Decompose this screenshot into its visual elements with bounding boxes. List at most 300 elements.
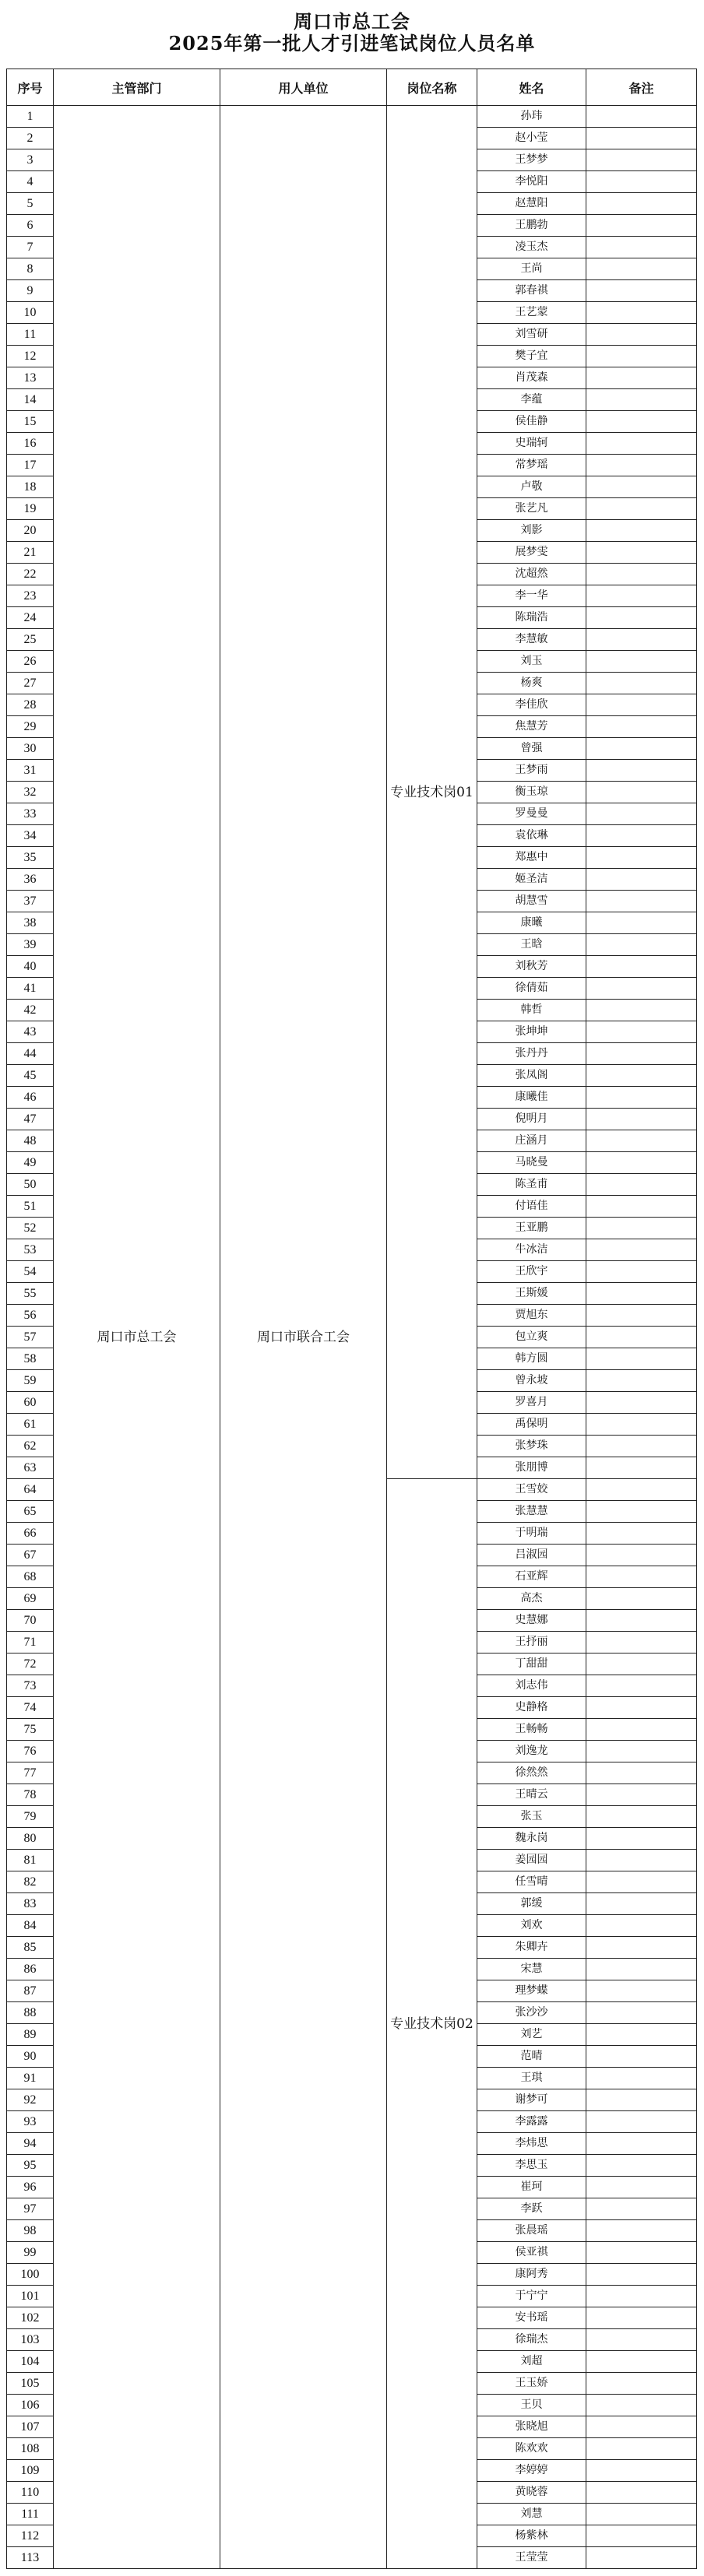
- row-seq: 55: [7, 1283, 54, 1305]
- name-cell: 侯亚祺: [477, 2242, 586, 2264]
- name-cell: 罗曼曼: [477, 803, 586, 825]
- row-seq: 107: [7, 2416, 54, 2438]
- name-cell: 康曦: [477, 912, 586, 934]
- row-seq: 50: [7, 1174, 54, 1196]
- row-seq: 22: [7, 564, 54, 585]
- remark-cell: [586, 498, 697, 520]
- remark-cell: [586, 673, 697, 694]
- name-cell: 李佳欣: [477, 694, 586, 716]
- remark-cell: [586, 106, 697, 128]
- row-seq: 78: [7, 1784, 54, 1806]
- name-cell: 王贝: [477, 2395, 586, 2416]
- name-cell: 朱卿卉: [477, 1937, 586, 1959]
- remark-cell: [586, 542, 697, 564]
- remark-cell: [586, 302, 697, 324]
- header-seq: 序号: [7, 69, 54, 106]
- remark-cell: [586, 825, 697, 847]
- name-cell: 陈欢欢: [477, 2438, 586, 2460]
- name-cell: 张晓旭: [477, 2416, 586, 2438]
- name-cell: 张丹丹: [477, 1043, 586, 1065]
- name-cell: 李露露: [477, 2111, 586, 2133]
- remark-cell: [586, 476, 697, 498]
- row-seq: 67: [7, 1545, 54, 1566]
- remark-cell: [586, 1218, 697, 1239]
- name-cell: 谢梦可: [477, 2089, 586, 2111]
- row-seq: 2: [7, 128, 54, 149]
- row-seq: 20: [7, 520, 54, 542]
- row-seq: 71: [7, 1632, 54, 1653]
- name-cell: 王玉娇: [477, 2373, 586, 2395]
- name-cell: 陈圣甫: [477, 1174, 586, 1196]
- employer-cell: 周口市联合工会: [220, 106, 387, 2569]
- remark-cell: [586, 956, 697, 978]
- name-cell: 李蕴: [477, 389, 586, 411]
- remark-cell: [586, 411, 697, 433]
- row-seq: 104: [7, 2351, 54, 2373]
- name-cell: 王雪姣: [477, 1479, 586, 1501]
- name-cell: 衡玉琼: [477, 782, 586, 803]
- remark-cell: [586, 2002, 697, 2024]
- row-seq: 49: [7, 1152, 54, 1174]
- remark-cell: [586, 1675, 697, 1697]
- row-seq: 44: [7, 1043, 54, 1065]
- remark-cell: [586, 1741, 697, 1762]
- remark-cell: [586, 258, 697, 280]
- name-cell: 李跃: [477, 2198, 586, 2220]
- header-remark: 备注: [586, 69, 697, 106]
- row-seq: 35: [7, 847, 54, 869]
- name-cell: 任雪晴: [477, 1871, 586, 1893]
- row-seq: 58: [7, 1348, 54, 1370]
- row-seq: 56: [7, 1305, 54, 1327]
- name-cell: 李婷婷: [477, 2460, 586, 2482]
- remark-cell: [586, 2504, 697, 2525]
- name-cell: 袁依琳: [477, 825, 586, 847]
- remark-cell: [586, 2264, 697, 2286]
- row-seq: 6: [7, 215, 54, 237]
- name-cell: 牛冰洁: [477, 1239, 586, 1261]
- remark-cell: [586, 128, 697, 149]
- name-cell: 李慧敏: [477, 629, 586, 651]
- remark-cell: [586, 1021, 697, 1043]
- row-seq: 43: [7, 1021, 54, 1043]
- row-seq: 61: [7, 1414, 54, 1436]
- row-seq: 21: [7, 542, 54, 564]
- name-cell: 庄涵月: [477, 1130, 586, 1152]
- name-cell: 李悦阳: [477, 171, 586, 193]
- remark-cell: [586, 2547, 697, 2569]
- name-cell: 魏永岗: [477, 1828, 586, 1850]
- row-seq: 80: [7, 1828, 54, 1850]
- name-cell: 刘欢: [477, 1915, 586, 1937]
- remark-cell: [586, 1653, 697, 1675]
- row-seq: 83: [7, 1893, 54, 1915]
- name-cell: 宋慧: [477, 1959, 586, 1980]
- remark-cell: [586, 1130, 697, 1152]
- remark-cell: [586, 912, 697, 934]
- row-seq: 38: [7, 912, 54, 934]
- name-cell: 崔珂: [477, 2177, 586, 2198]
- name-cell: 马晓曼: [477, 1152, 586, 1174]
- remark-cell: [586, 367, 697, 389]
- remark-cell: [586, 389, 697, 411]
- name-cell: 贾旭东: [477, 1305, 586, 1327]
- row-seq: 17: [7, 455, 54, 476]
- remark-cell: [586, 782, 697, 803]
- row-seq: 12: [7, 346, 54, 367]
- row-seq: 8: [7, 258, 54, 280]
- title-list-name: 2025年第一批人才引进笔试岗位人员名单: [168, 32, 536, 54]
- name-cell: 郭缓: [477, 1893, 586, 1915]
- remark-cell: [586, 2133, 697, 2155]
- name-cell: 樊子宜: [477, 346, 586, 367]
- remark-cell: [586, 1196, 697, 1218]
- name-cell: 王梦雨: [477, 760, 586, 782]
- row-seq: 69: [7, 1588, 54, 1610]
- row-seq: 41: [7, 978, 54, 1000]
- remark-cell: [586, 869, 697, 891]
- name-cell: 王畅畅: [477, 1719, 586, 1741]
- row-seq: 51: [7, 1196, 54, 1218]
- row-seq: 29: [7, 716, 54, 738]
- remark-cell: [586, 934, 697, 956]
- remark-cell: [586, 1850, 697, 1871]
- remark-cell: [586, 738, 697, 760]
- name-cell: 王鹏勃: [477, 215, 586, 237]
- name-cell: 杨爽: [477, 673, 586, 694]
- name-cell: 刘玉: [477, 651, 586, 673]
- remark-cell: [586, 1152, 697, 1174]
- remark-cell: [586, 1697, 697, 1719]
- row-seq: 24: [7, 607, 54, 629]
- row-seq: 105: [7, 2373, 54, 2395]
- remark-cell: [586, 2416, 697, 2438]
- name-cell: 吕淑园: [477, 1545, 586, 1566]
- name-cell: 张朋博: [477, 1457, 586, 1479]
- remark-cell: [586, 1283, 697, 1305]
- department-cell: 周口市总工会: [54, 106, 220, 2569]
- document-title: [0, 11, 704, 54]
- remark-cell: [586, 760, 697, 782]
- table-body: [7, 106, 697, 2569]
- row-seq: 14: [7, 389, 54, 411]
- row-seq: 28: [7, 694, 54, 716]
- name-cell: 刘雪研: [477, 324, 586, 346]
- name-cell: 倪明月: [477, 1109, 586, 1130]
- remark-cell: [586, 891, 697, 912]
- name-cell: 焦慧芳: [477, 716, 586, 738]
- row-seq: 68: [7, 1566, 54, 1588]
- remark-cell: [586, 1370, 697, 1392]
- row-seq: 102: [7, 2307, 54, 2329]
- row-seq: 79: [7, 1806, 54, 1828]
- row-seq: 106: [7, 2395, 54, 2416]
- remark-cell: [586, 1043, 697, 1065]
- remark-cell: [586, 1610, 697, 1632]
- name-cell: 李炜思: [477, 2133, 586, 2155]
- row-seq: 4: [7, 171, 54, 193]
- row-seq: 10: [7, 302, 54, 324]
- name-cell: 刘秋芳: [477, 956, 586, 978]
- row-seq: 89: [7, 2024, 54, 2046]
- remark-cell: [586, 2089, 697, 2111]
- remark-cell: [586, 1261, 697, 1283]
- name-cell: 王斯媛: [477, 1283, 586, 1305]
- row-seq: 5: [7, 193, 54, 215]
- remark-cell: [586, 149, 697, 171]
- name-cell: 高杰: [477, 1588, 586, 1610]
- remark-cell: [586, 1959, 697, 1980]
- row-seq: 16: [7, 433, 54, 455]
- post-cell: 专业技术岗01: [387, 106, 477, 1479]
- name-cell: 徐倩茹: [477, 978, 586, 1000]
- remark-cell: [586, 324, 697, 346]
- row-seq: 86: [7, 1959, 54, 1980]
- remark-cell: [586, 847, 697, 869]
- remark-cell: [586, 651, 697, 673]
- name-cell: 赵小莹: [477, 128, 586, 149]
- row-seq: 57: [7, 1327, 54, 1348]
- name-cell: 肖茂森: [477, 367, 586, 389]
- name-cell: 于明瑞: [477, 1523, 586, 1545]
- row-seq: 76: [7, 1741, 54, 1762]
- remark-cell: [586, 2155, 697, 2177]
- remark-cell: [586, 2460, 697, 2482]
- remark-cell: [586, 2068, 697, 2089]
- remark-cell: [586, 2438, 697, 2460]
- row-seq: 98: [7, 2220, 54, 2242]
- row-seq: 23: [7, 585, 54, 607]
- row-seq: 96: [7, 2177, 54, 2198]
- remark-cell: [586, 1065, 697, 1087]
- remark-cell: [586, 1479, 697, 1501]
- remark-cell: [586, 1828, 697, 1850]
- name-cell: 展梦雯: [477, 542, 586, 564]
- title-organization: 周口市总工会: [294, 10, 410, 33]
- remark-cell: [586, 2525, 697, 2547]
- row-seq: 70: [7, 1610, 54, 1632]
- row-seq: 45: [7, 1065, 54, 1087]
- remark-cell: [586, 1348, 697, 1370]
- row-seq: 112: [7, 2525, 54, 2547]
- remark-cell: [586, 520, 697, 542]
- header-employer: 用人单位: [220, 69, 387, 106]
- row-seq: 59: [7, 1370, 54, 1392]
- name-cell: 康阿秀: [477, 2264, 586, 2286]
- candidate-table: [6, 69, 697, 2569]
- remark-cell: [586, 1501, 697, 1523]
- row-seq: 13: [7, 367, 54, 389]
- remark-cell: [586, 2286, 697, 2307]
- row-seq: 26: [7, 651, 54, 673]
- row-seq: 9: [7, 280, 54, 302]
- name-cell: 孙玮: [477, 106, 586, 128]
- remark-cell: [586, 1871, 697, 1893]
- remark-cell: [586, 1980, 697, 2002]
- name-cell: 王晗: [477, 934, 586, 956]
- remark-cell: [586, 2220, 697, 2242]
- name-cell: 沈超然: [477, 564, 586, 585]
- name-cell: 曾强: [477, 738, 586, 760]
- name-cell: 刘志伟: [477, 1675, 586, 1697]
- row-seq: 15: [7, 411, 54, 433]
- remark-cell: [586, 1109, 697, 1130]
- row-seq: 75: [7, 1719, 54, 1741]
- name-cell: 常梦瑶: [477, 455, 586, 476]
- remark-cell: [586, 1806, 697, 1828]
- row-seq: 109: [7, 2460, 54, 2482]
- row-seq: 101: [7, 2286, 54, 2307]
- name-cell: 刘逸龙: [477, 1741, 586, 1762]
- row-seq: 62: [7, 1436, 54, 1457]
- row-seq: 87: [7, 1980, 54, 2002]
- row-seq: 74: [7, 1697, 54, 1719]
- row-seq: 27: [7, 673, 54, 694]
- remark-cell: [586, 455, 697, 476]
- row-seq: 66: [7, 1523, 54, 1545]
- header-name: 姓名: [477, 69, 586, 106]
- name-cell: 于宁宁: [477, 2286, 586, 2307]
- name-cell: 丁甜甜: [477, 1653, 586, 1675]
- name-cell: 韩哲: [477, 1000, 586, 1021]
- name-cell: 刘影: [477, 520, 586, 542]
- row-seq: 64: [7, 1479, 54, 1501]
- remark-cell: [586, 1436, 697, 1457]
- row-seq: 25: [7, 629, 54, 651]
- row-seq: 63: [7, 1457, 54, 1479]
- name-cell: 刘超: [477, 2351, 586, 2373]
- remark-cell: [586, 1545, 697, 1566]
- remark-cell: [586, 1523, 697, 1545]
- remark-cell: [586, 2395, 697, 2416]
- name-cell: 张慧慧: [477, 1501, 586, 1523]
- name-cell: 王尚: [477, 258, 586, 280]
- row-seq: 90: [7, 2046, 54, 2068]
- name-cell: 徐然然: [477, 1762, 586, 1784]
- remark-cell: [586, 2373, 697, 2395]
- row-seq: 32: [7, 782, 54, 803]
- table-header-row: [7, 69, 697, 106]
- name-cell: 杨紫林: [477, 2525, 586, 2547]
- row-seq: 103: [7, 2329, 54, 2351]
- row-seq: 39: [7, 934, 54, 956]
- name-cell: 王琪: [477, 2068, 586, 2089]
- row-seq: 48: [7, 1130, 54, 1152]
- remark-cell: [586, 2046, 697, 2068]
- table-row: [7, 106, 697, 128]
- row-seq: 99: [7, 2242, 54, 2264]
- remark-cell: [586, 1392, 697, 1414]
- row-seq: 110: [7, 2482, 54, 2504]
- remark-cell: [586, 1327, 697, 1348]
- row-seq: 19: [7, 498, 54, 520]
- name-cell: 史瑞轲: [477, 433, 586, 455]
- name-cell: 张艺凡: [477, 498, 586, 520]
- name-cell: 石亚辉: [477, 1566, 586, 1588]
- row-seq: 7: [7, 237, 54, 258]
- remark-cell: [586, 171, 697, 193]
- name-cell: 理梦蝶: [477, 1980, 586, 2002]
- row-seq: 82: [7, 1871, 54, 1893]
- name-cell: 康曦佳: [477, 1087, 586, 1109]
- row-seq: 94: [7, 2133, 54, 2155]
- row-seq: 97: [7, 2198, 54, 2220]
- remark-cell: [586, 1893, 697, 1915]
- remark-cell: [586, 215, 697, 237]
- name-cell: 范晴: [477, 2046, 586, 2068]
- row-seq: 95: [7, 2155, 54, 2177]
- name-cell: 王亚鹏: [477, 1218, 586, 1239]
- name-cell: 张坤坤: [477, 1021, 586, 1043]
- row-seq: 31: [7, 760, 54, 782]
- remark-cell: [586, 1457, 697, 1479]
- name-cell: 王晴云: [477, 1784, 586, 1806]
- row-seq: 33: [7, 803, 54, 825]
- row-seq: 36: [7, 869, 54, 891]
- name-cell: 张沙沙: [477, 2002, 586, 2024]
- name-cell: 李思玉: [477, 2155, 586, 2177]
- name-cell: 王莹莹: [477, 2547, 586, 2569]
- name-cell: 王抒丽: [477, 1632, 586, 1653]
- row-seq: 108: [7, 2438, 54, 2460]
- row-seq: 85: [7, 1937, 54, 1959]
- remark-cell: [586, 585, 697, 607]
- name-cell: 禹保明: [477, 1414, 586, 1436]
- remark-cell: [586, 2482, 697, 2504]
- name-cell: 包立爽: [477, 1327, 586, 1348]
- row-seq: 40: [7, 956, 54, 978]
- row-seq: 81: [7, 1850, 54, 1871]
- name-cell: 胡慧雪: [477, 891, 586, 912]
- remark-cell: [586, 1087, 697, 1109]
- name-cell: 刘艺: [477, 2024, 586, 2046]
- name-cell: 史慧娜: [477, 1610, 586, 1632]
- remark-cell: [586, 1784, 697, 1806]
- row-seq: 111: [7, 2504, 54, 2525]
- remark-cell: [586, 1632, 697, 1653]
- name-cell: 姬圣洁: [477, 869, 586, 891]
- name-cell: 刘慧: [477, 2504, 586, 2525]
- row-seq: 60: [7, 1392, 54, 1414]
- name-cell: 郑惠中: [477, 847, 586, 869]
- name-cell: 史静格: [477, 1697, 586, 1719]
- name-cell: 罗喜月: [477, 1392, 586, 1414]
- name-cell: 卢敬: [477, 476, 586, 498]
- remark-cell: [586, 193, 697, 215]
- name-cell: 郭春祺: [477, 280, 586, 302]
- remark-cell: [586, 978, 697, 1000]
- row-seq: 46: [7, 1087, 54, 1109]
- remark-cell: [586, 1239, 697, 1261]
- remark-cell: [586, 433, 697, 455]
- row-seq: 100: [7, 2264, 54, 2286]
- row-seq: 47: [7, 1109, 54, 1130]
- row-seq: 3: [7, 149, 54, 171]
- header-post: 岗位名称: [387, 69, 477, 106]
- name-cell: 张凤阁: [477, 1065, 586, 1087]
- name-cell: 赵慧阳: [477, 193, 586, 215]
- remark-cell: [586, 803, 697, 825]
- header-department: 主管部门: [54, 69, 220, 106]
- remark-cell: [586, 1000, 697, 1021]
- remark-cell: [586, 564, 697, 585]
- name-cell: 张玉: [477, 1806, 586, 1828]
- remark-cell: [586, 1414, 697, 1436]
- row-seq: 18: [7, 476, 54, 498]
- row-seq: 73: [7, 1675, 54, 1697]
- name-cell: 韩方圆: [477, 1348, 586, 1370]
- name-cell: 付语佳: [477, 1196, 586, 1218]
